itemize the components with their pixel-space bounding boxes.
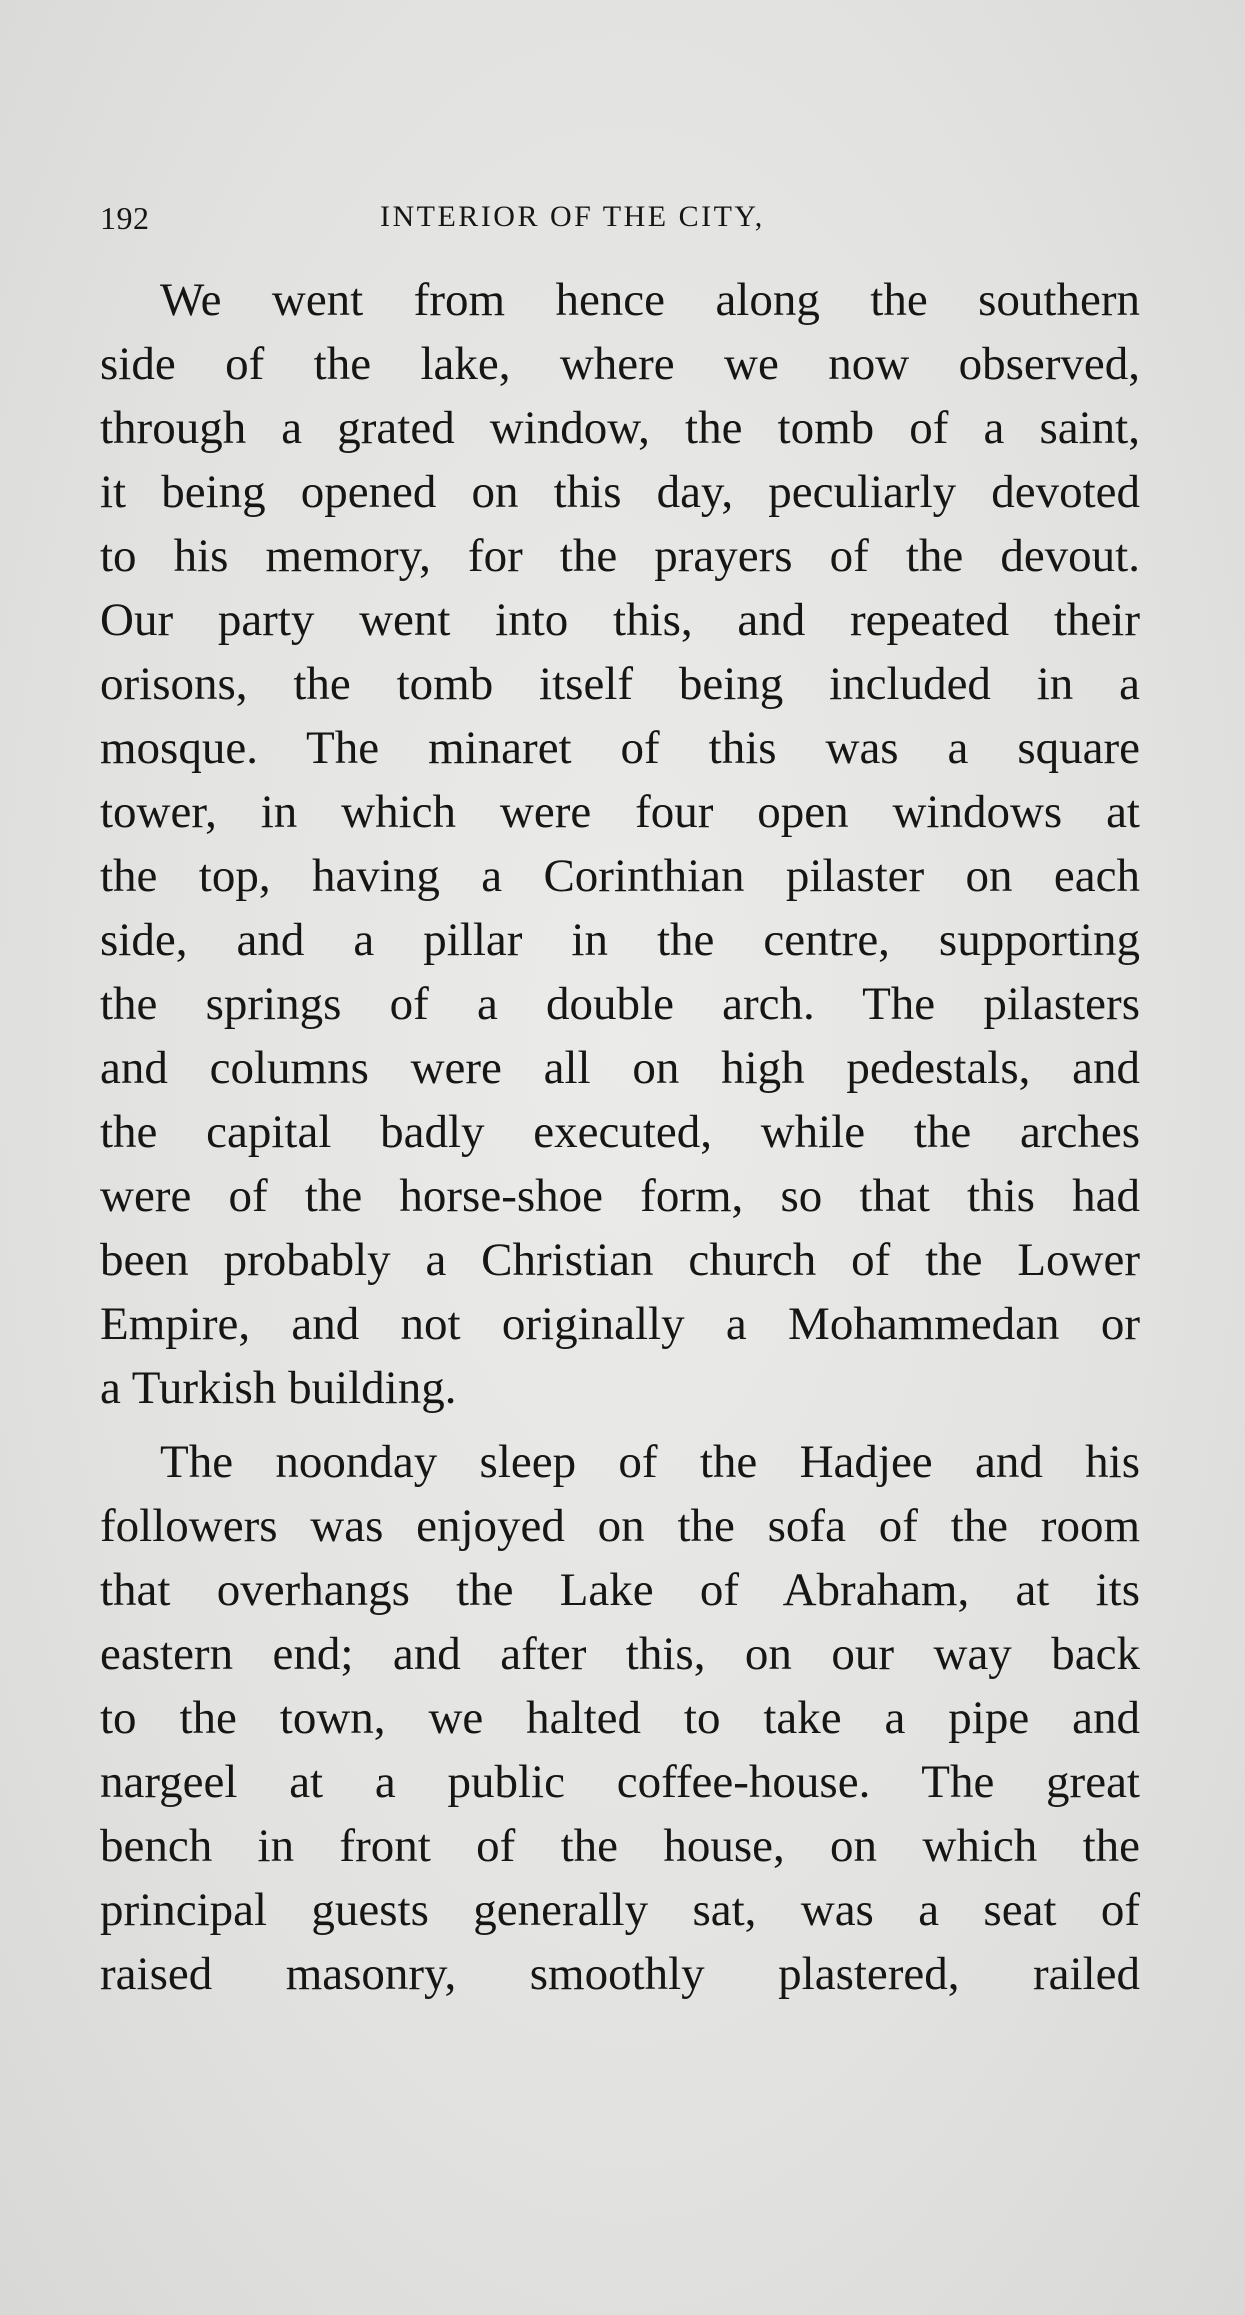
text-line: the top, having a Corinthian pilaster on each	[100, 850, 1140, 902]
text-line: mosque. The minaret of this was a square	[100, 722, 1140, 774]
text-line: to the town, we halted to take a pipe and	[100, 1692, 1140, 1744]
text-line: principal guests generally sat, was a seat of	[100, 1884, 1140, 1936]
paragraph-spacer	[100, 1420, 1140, 1430]
text-line: to his memory, for the prayers of the devout.	[100, 530, 1140, 582]
page-number: 192	[100, 200, 150, 236]
paragraph-2	[100, 1430, 1140, 2006]
text-line: side of the lake, where we now observed,	[100, 338, 1140, 390]
text-line: the capital badly executed, while the arches	[100, 1106, 1140, 1158]
text-line: tower, in which were four open windows at	[100, 786, 1140, 838]
text-line: a Turkish building.	[100, 1362, 457, 1414]
text-line: that overhangs the Lake of Abraham, at its	[100, 1564, 1140, 1616]
text-line: eastern end; and after this, on our way back	[100, 1628, 1140, 1680]
text-line: raised masonry, smoothly plastered, railed	[100, 1948, 1140, 2000]
text-line: bench in front of the house, on which the	[100, 1820, 1140, 1872]
text-line: were of the horse-shoe form, so that this had	[100, 1170, 1140, 1222]
text-line: The noonday sleep of the Hadjee and his	[160, 1436, 1140, 1488]
running-head: INTERIOR OF THE CITY,	[380, 200, 765, 233]
text-line: through a grated window, the tomb of a saint,	[100, 402, 1140, 454]
text-line: Our party went into this, and repeated their	[100, 594, 1140, 646]
page-header	[100, 200, 1140, 250]
text-line: and columns were all on high pedestals, and	[100, 1042, 1140, 1094]
text-line: the springs of a double arch. The pilasters	[100, 978, 1140, 1030]
paragraph-1	[100, 268, 1140, 1420]
text-line: it being opened on this day, peculiarly devoted	[100, 466, 1140, 518]
text-line: been probably a Christian church of the Lower	[100, 1234, 1140, 1286]
text-line: nargeel at a public coffee-house. The great	[100, 1756, 1140, 1808]
text-line: We went from hence along the southern	[160, 274, 1140, 326]
text-line: orisons, the tomb itself being included in a	[100, 658, 1140, 710]
text-line: Empire, and not originally a Mohammedan or	[100, 1298, 1140, 1350]
text-line: side, and a pillar in the centre, supporting	[100, 914, 1140, 966]
text-line: followers was enjoyed on the sofa of the room	[100, 1500, 1140, 1552]
body-text	[100, 268, 1140, 2006]
